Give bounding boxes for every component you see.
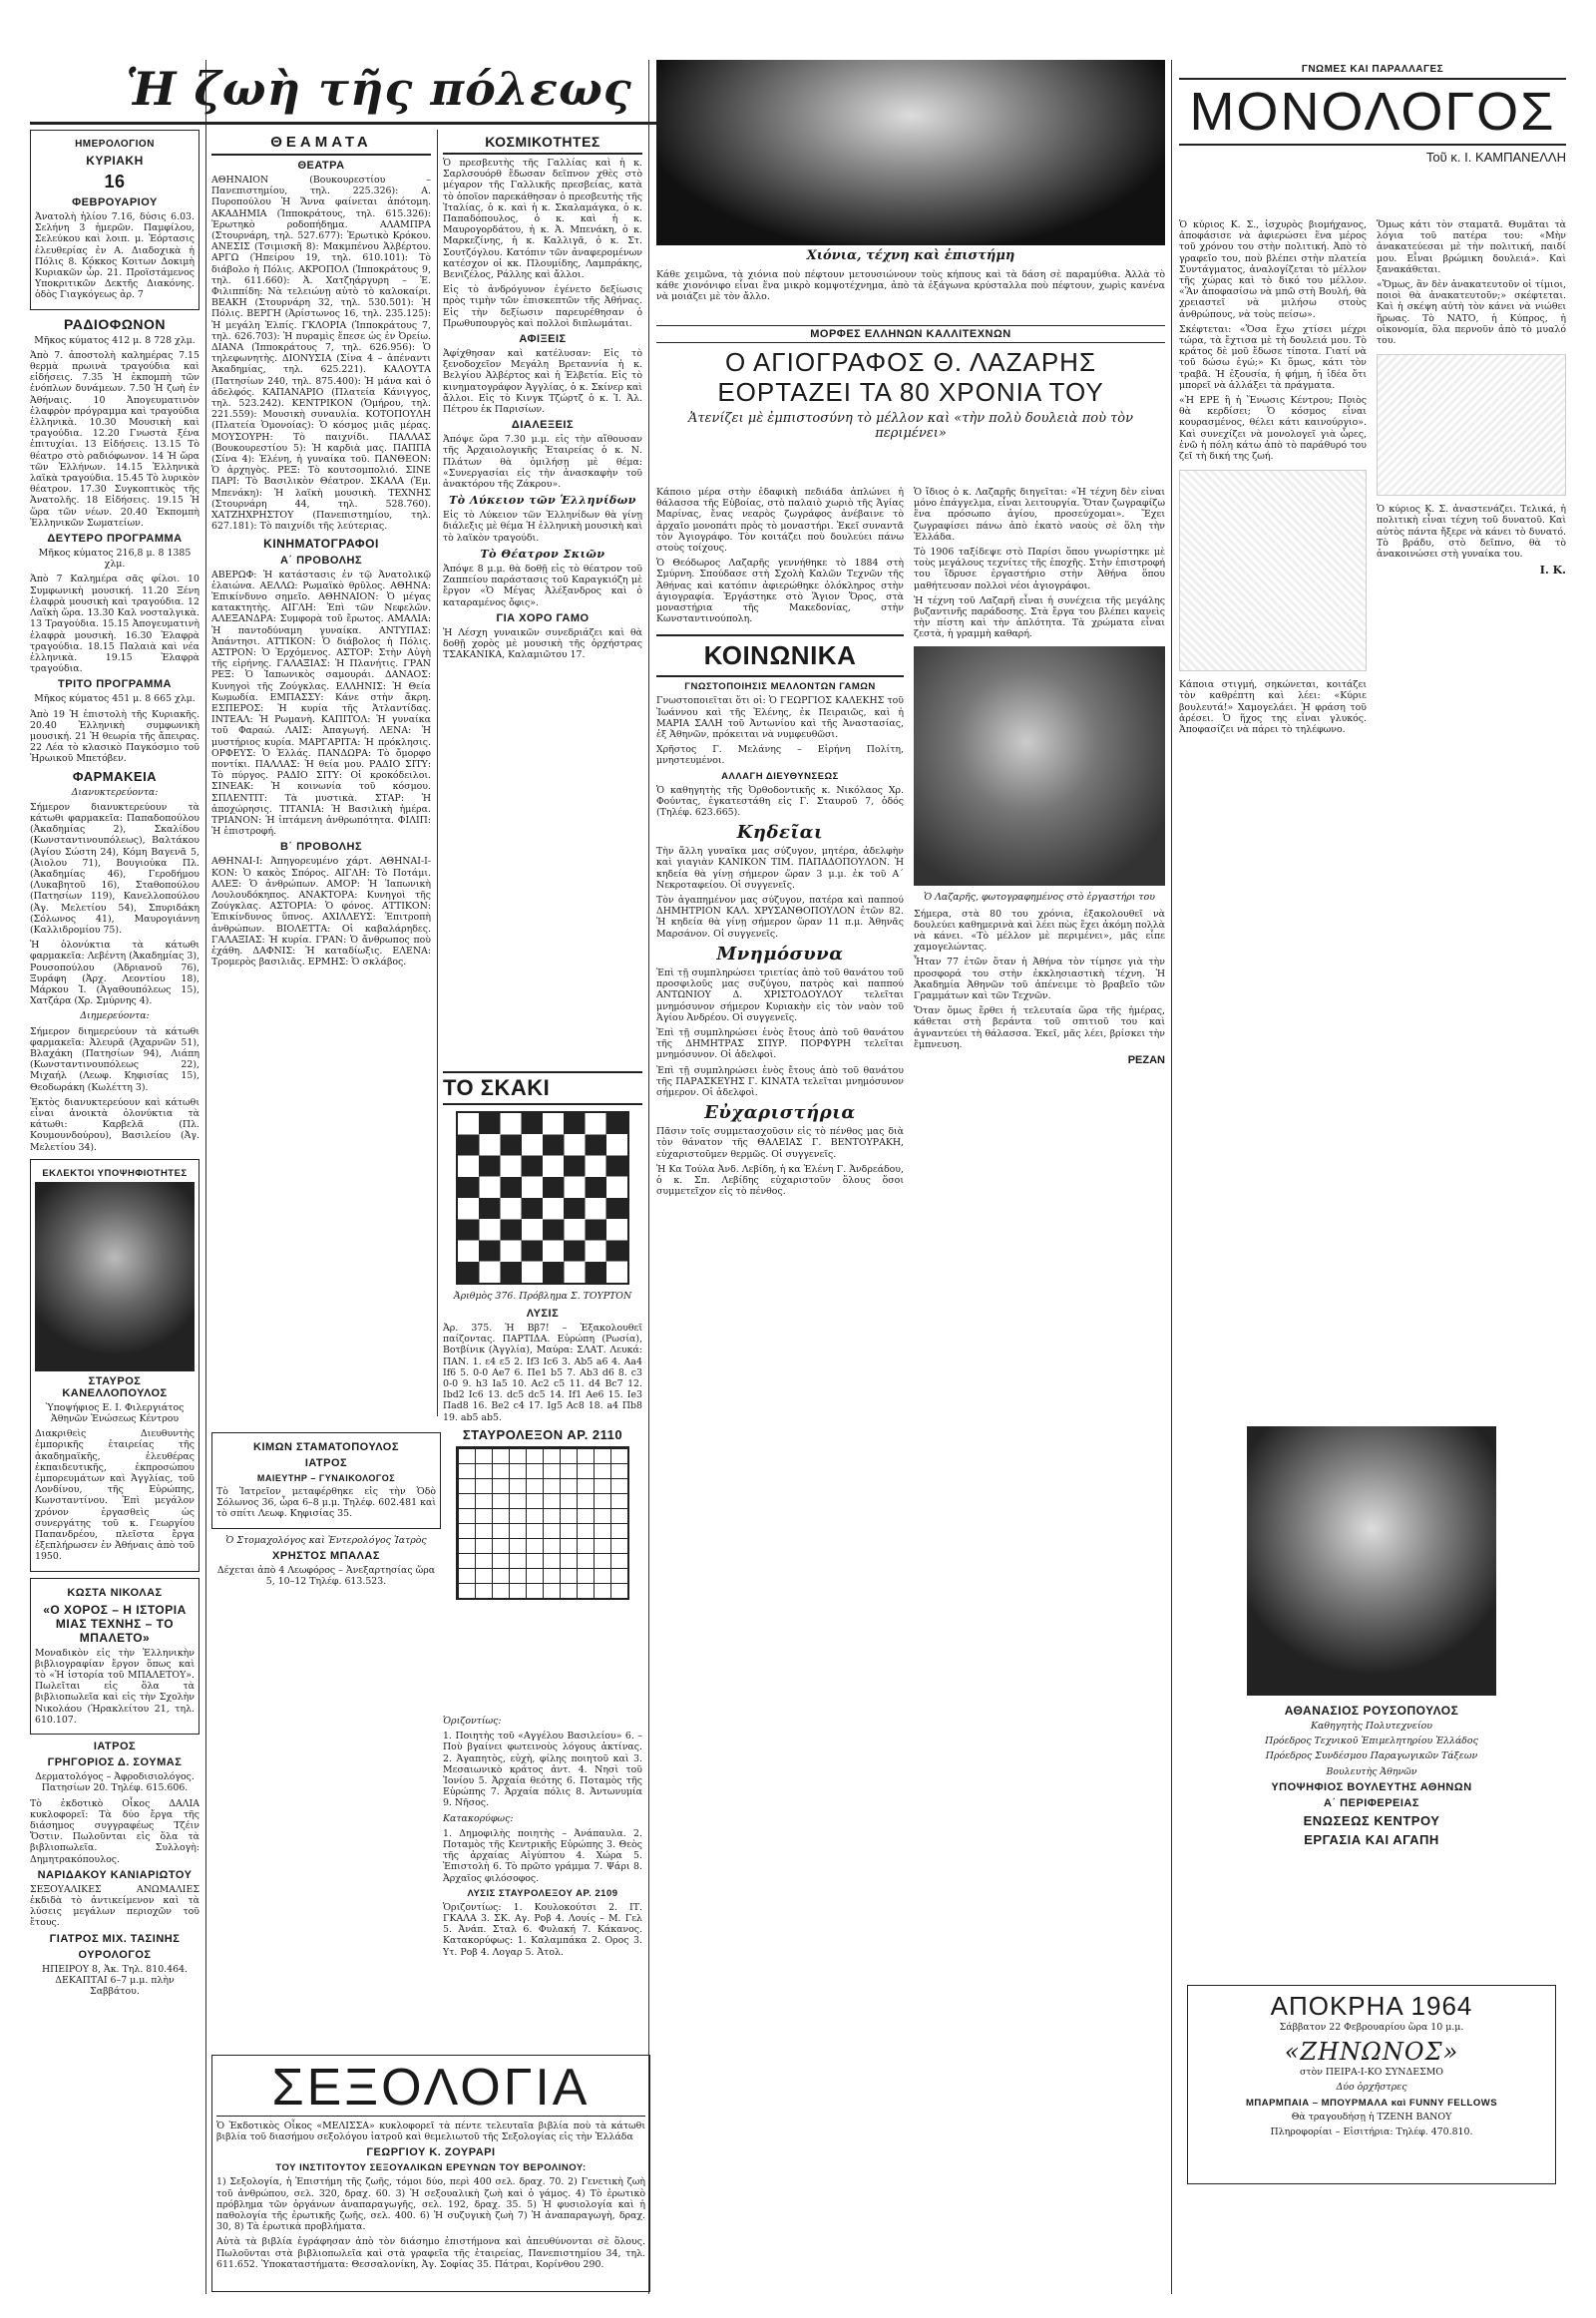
apokria-venue: στὸν ΠΕΙΡΑ-Ι-ΚΟ ΣΥΝΔΕΣΜΟ [1300,2067,1443,2079]
candidate-name: ΣΤΑΥΡΟΣ ΚΑΝΕΛΛΟΠΟΥΛΟΣ [62,1374,168,1399]
social-p5: Τὸν ἀγαπημένον μας σύζυγον, πατέρα καὶ παππού ΔΗΜΗΤΡΙΟΝ ΚΑΛ. ΧΡΥΣΑΝΘΟΠΟΥΛΟΝ ἐτῶν 82. Ἡ κηδεία θὰ γίνῃ σήμερον ὥραν 11 π.μ. Ἀθηνᾶς Μαρσάνον. Οἱ συγγενεῖς. [656,895,904,940]
social-p6: Ἐπὶ τῇ συμπληρώσει τριετίας ἀπὸ τοῦ θανάτου τοῦ προσφιλοῦς μας συζύγου, πατρὸς καὶ παππού ΑΝΤΩΝΙΟΥ Δ. ΧΡΙΣΤΟΔΟΥΛΟΥ τελεῖται μνημόσυνον σήμερον Κυριακὴν εἰς τὸν ναὸν τοῦ Ἁγίου Ἀνδρέου. Οἱ συγγενεῖς. [656,966,904,1023]
apokria-box [1187,1985,1556,2184]
calendar-month: ΦΕΒΡΟΥΑΡΙΟΥ [72,196,158,208]
col-games [443,1067,642,1706]
col-society [443,130,642,1207]
sexology-box [211,2055,650,2292]
candidate2-box [1187,1426,1556,1955]
apokria-title: ΑΠΟΚΡΗΑ 1964 [1270,1991,1473,2021]
theaters-title: ΘΕΑΜΑΤΑ [211,134,431,156]
divider-2 [437,130,438,1416]
monologue-p6: «Ὅμως, ἂν δὲν ἀνακατευτοῦν οἱ τίμιοι, ποιοὶ θὰ ἀνακατευτοῦν;» σκέφτεται. Καὶ ἡ σκέψη αὐτὴ τὸν κάνει νὰ νιώθει ἥρωας. Τὸ ΝΑΤΟ, ἡ Κύπρος, ἡ οἰκονομία, ὅλα περνοῦν ἀπὸ τὸ μυαλό του. [1377,279,1566,347]
social-p10: Ἡ Κα Τούλα Ἀνδ. Λεβίδη, ἡ κα Ἑλένη Γ. Ἀνδρεάδου, ὁ κ. Σπ. Λεβίδης εὐχαριστοῦν ὅλους ὅσοι συμμετεῖχον εἰς τὸ πένθος. [656,1163,904,1198]
lazaris-sub: Ἀτενίζει μὲ ἐμπιστοσύνη τὸ μέλλον καὶ «τὴν πολὺ δουλειὰ ποὺ τὸν περιμένει» [687,411,1134,441]
masthead-title: Ἡ ζωὴ τῆς πόλεως [126,62,632,116]
lazaris-p8: Ὅταν ὅμως ἔρθει ἡ τελευταία ὥρα τῆς ἡμέρας, κάθεται στὴ βεράντα τοῦ σπιτιοῦ του καὶ ἀγναντεύει τὴ θάλασσα. Ἐκεῖ, μᾶς λέει, βρίσκει τὴν ἔμπνευση. [914,1005,1165,1050]
radio-sub1: Μῆκος κύματος 412 μ. 8 728 χλμ. [34,334,196,346]
lectures-title: ΔΙΑΛΕΞΕΙΣ [511,419,575,432]
chess-p1: Ἀρ. 375. Ἡ Ββ7! – Ἐξακολουθεῖ παίζοντας. ΠΑΡΤΙΔΑ. Εὐρώπη (Ρωσία), Βοτβίνικ (Ἀγγλία), Μαύρα: ΣΛΑΤ. Λευκά: ΠΑΝ. 1. ε4 ε5 2. Ιf3 Ιc6 3. Αb5 a6 4. Αa4 Ιf6 5. 0-0 Αe7 6. Πe1 b5 7. Αb3 d6 8. c3 0-0 9. h3 Ιa5 10. Αc2 c5 11. d4 Βc7 12. Ιbd2 Ιc6 13. dc5 dc5 14. Ιf1 Αe6 15. Ιe3 Πad8 16. Βe2 c4 17. Ιg5 Αc8 18. a4 Πb8 19. ab5 ab5. [443,1323,642,1423]
chess-sol: ΛΥΣΙΣ [526,1308,560,1320]
crossword-sol-title: ΛΥΣΙΣ ΣΤΑΥΡΟΛΕΞΟΥ ΑΡ. 2109 [467,1887,618,1899]
ad-doctor-body: Δερματολόγος – Ἀφροδισιολόγος. Πατησίων 20. Τηλέφ. 615.606. [35,1771,195,1794]
radio-title: ΡΑΔΙΟΦΩΝΟΝ [63,315,167,332]
arrivals-title: ΑΦΙΞΕΙΣ [519,333,567,346]
monologue-p2: Σκέφτεται: «Ὅσα ἔχω χτίσει μέχρι τώρα, τὰ ἔχτισα μὲ τὴ δουλειά μου. Τὸ κράτος δὲ μοῦ ἔδωσε τίποτα. Γιατί νὰ τοῦ δώσω ἐγώ;» Κι ὅμως, κάτι τὸν τραβᾶ. Ἡ ἐξουσία, ἡ φήμη, ἡ ἰδέα ὅτι μπορεῖ νὰ ἀλλάξει τὰ πράγματα. [1179,323,1367,391]
society-p4: Ἀπόψε ὥρα 7.30 μ.μ. εἰς τὴν αἴθουσαν τῆς Ἀρχαιολογικῆς Ἑταιρείας ὁ κ. Ν. Πλάτων θὰ ὁμιλήσῃ μὲ θέμα: «Συνεργασίαι εἰς τὴν ἀνασκαφὴν τοῦ ἀνακτόρου τῆς Ζάκρου». [443,434,642,491]
social-engage: ΓΝΩΣΤΟΠΟΙΗΣΙΣ ΜΕΛΛΟΝΤΩΝ ΓΑΜΩΝ [684,681,876,693]
pharmacies-p1: Σήμερον διανυκτερεύουν τὰ κάτωθι φαρμακεῖα: Παπαδοπούλου (Ἀκαδημίας 2), Σκαλίδου (Κωνσταντινουπόλεως), Βαλτάκου (Ἀγίου Σώστη 24), Κόμη Βαγενᾶ 5, (Ἀιολου 71), Βουγιούκα Πλ. (Ἀκαδημίας 46), Γεροδήμου (Λυκαβητοῦ 16), Σταθοπούλου (Πατησίων 119), Κανελλοπούλου (Ἀγ. Μελετίου 54), Σπυριδάκη (Σόλωνος 41), Μαυρογιάννη (Καλλιδρομίου 75). [30,801,200,936]
christos-body: Δέχεται ἀπὸ 4 Λεωφόρος – Ἀνεξαρτησίας ὥρα 5, 10–12 Τηλέφ. 613.523. [216,1564,436,1588]
col-theaters [211,130,431,1406]
theaters-sub: ΘΕΑΤΡΑ [297,160,345,172]
cinemas-ptitle: Α΄ ΠΡΟΒΟΛΗΣ [279,554,363,567]
candidate-role: Ὑποψήφιος Ε. Ι. Φιλεργιάτος Ἀθηνῶν Ἐνώσεως Κέντρου [45,1401,185,1425]
candidate2-role2: Πρόεδρος Τεχνικοῦ Ἐπιμελητηρίου Ἑλλάδος [1265,1736,1478,1747]
lazaris-title: Ο ΑΓΙΟΓΡΑΦΟΣ Θ. ΛΑΖΑΡΗΣ ΕΟΡΤΑΖΕΙ ΤΑ 80 ΧΡΟΝΙΑ ΤΟΥ [717,347,1104,407]
monologue-signature: Ι. Κ. [1539,564,1566,578]
pharmacies-sub: Διανυκτερεύοντα: [71,786,159,798]
lazaris-p2: Ὁ Θεόδωρος Λαζαρῆς γεννήθηκε τὸ 1884 στὴ Σμύρνη. Σπούδασε στὴ Σχολὴ Καλῶν Τεχνῶν τῆς Ἀθήνας καὶ κατόπιν ἀφιερώθηκε ὁλόκληρος στὴν ἁγιογραφία. Ἐργάστηκε στὸ Ἅγιον Ὄρος, στὰ μοναστήρια τῆς Μακεδονίας, στὴν Κωνσταντινούπολη. [656,558,904,625]
ad-kosta-title: ΚΩΣΤΑ ΝΙΚΟΛΑΣ [67,1586,163,1599]
society-title: ΚΟΣΜΙΚΟΤΗΤΕΣ [443,134,642,155]
monologue-p7: Ὁ κύριος Κ. Σ. ἀναστενάζει. Τελικά, ἡ πολιτικὴ εἶναι τέχνη τοῦ δυνατοῦ. Καὶ αὐτὸς πάντα ἤξερε νὰ κάνει τὸ δυνατό. Τὸ βράδυ, στὸ δεῖπνο, θὰ τὸ ἀνακοινώσει στὴ γυναίκα του. [1377,504,1566,561]
dance-title: ΓΙΑ ΧΟΡΟ ΓΑΜΟ [496,611,590,624]
snow-photo [656,60,1165,245]
col-lazaris-head [656,321,1165,481]
divider-1 [205,60,206,2294]
sexology-inst: ΤΟΥ ΙΝΣΤΙΤΟΥΤΟΥ ΣΕΞΟΥΑΛΙΚΩΝ ΕΡΕΥΝΩΝ ΤΟΥ ΒΕΡΟΛΙΝΟΥ: [275,2162,587,2174]
candidate2-role4: Βουλευτὴς Ἀθηνῶν [1326,1765,1417,1777]
sexology-p2: Αὐτὰ τὰ βιβλία ἐγράφησαν ἀπὸ τὸν διάσημο ἐπιστήμονα καὶ ἀπευθύνονται σὲ ὅλους. Πωλοῦνται στὰ βιβλιοπωλεῖα καὶ στὰ γραφεῖα τῆς ἑταιρείας, Πανεπιστημίου 34, τηλ. 611.652. Ὑποκαταστήματα: Θεσσαλονίκη, Ἀγ. Σοφίας 35. Πάτραι, Κορίνθου 290. [216,2236,645,2270]
chess-caption: Ἀριθμὸς 376. Πρόβλημα Σ. ΤΟΥΡΤΟΝ [453,1291,632,1302]
crossword-v: 1. Δημοφιλὴς ποιητὴς – Ἀνάπαυλα. 2. Ποταμὸς τῆς Κεντρικῆς Εὐρώπης 3. Θεὸς τῆς ἀρχαίας Αἰγύπτου 4. Χώρα 5. Ἐπιστολὴ 6. Τὸ πρῶτο γράμμα 7. Ψάρι 8. Ἀρχαῖος φιλόσοφος. [443,1827,642,1884]
calendar-day: ΚΥΡΙΑΚΗ [86,154,144,168]
monologue-kicker: ΓΝΩΜΕΣ ΚΑΙ ΠΑΡΑΛΛΑΓΕΣ [1301,64,1444,75]
ad-doctor-p2: Τὸ ἐκδοτικὸ Οἶκος ΔΑΛΙΑ κυκλοφορεῖ: Τὰ δύο ἔργα τῆς διάσημος συγγραφέως Τζέιν Ὄστιν. Πωλοῦνται εἰς ὅλα τὰ βιβλιοπωλεῖα. Συλλογὴ: Δημητρακόπουλος. [30,1797,200,1865]
monologue-illustration [1179,470,1367,671]
apokria-singer: Θὰ τραγουδήσῃ ἡ ΤΖΕΝΗ ΒΑΝΟΥ [1291,2111,1452,2123]
ad-kosta-body: Μοναδικὸν εἰς τὴν Ἑλληνικὴν βιβλιογραφίαν ἔργον ὅπως καὶ τὸ «Ἡ ἱστορία τοῦ ΜΠΑΛΕΤΟΥ». Πωλεῖται εἰς ὅλα τὰ βιβλιοπωλεῖα καὶ εἰς τὴν Σχολὴν Νικολάου (Ἡρακλείτου 21, τηλ. 610.107. [35,1647,195,1726]
cinemas-ptitle2: Β΄ ΠΡΟΒΟΛΗΣ [279,841,363,854]
col-monologue-right [1377,219,1566,1406]
masthead [30,60,728,125]
crossword-title: ΣΤΑΥΡΟΛΕΞΟΝ ΑΡ. 2110 [462,1426,623,1442]
col-monologue-head [1179,60,1566,219]
social-p4: Τὴν ἄλλη γυναῖκα μας σύζυγον, μητέρα, ἀδελφὴν καὶ γιαγιὰν ΚΑΝΙΚΟΝ ΤΙΜ. ΠΑΠΑΔΟΠΟΥΛΟΝ. Ἡ κηδεία θὰ γίνῃ σήμερον ὥραν 3 μ.μ. ἐκ τοῦ Α΄ Νεκροταφείου. Οἱ συγγενεῖς. [656,846,904,891]
divider-3 [648,60,649,2294]
candidate2-role5: ΥΠΟΨΗΦΙΟΣ ΒΟΥΛΕΥΤΗΣ ΑΘΗΝΩΝ [1271,1780,1472,1793]
kimon-role: ΙΑΤΡΟΣ [304,1457,348,1469]
snow-caption: Χιόνια, τέχνη καὶ ἐπιστήμη [806,248,1015,263]
lazaris-p3: Ὁ ἴδιος ὁ κ. Λαζαρῆς διηγεῖται: «Ἡ τέχνη δὲν εἶναι μόνο ἐπάγγελμα, εἶναι λειτουργία. Ὅταν ζωγραφίζω ἕνα πρόσωπο ἁγίου, προσεύχομαι». Ἔχει ζωγραφίσει πάνω ἀπὸ ἑκατὸ ναοὺς σὲ ὅλη τὴν Ἑλλάδα. [914,487,1165,543]
radio-p1: Ἀπὸ 7. ἀποστολὴ καλημέρας 7.15 θερμὰ πρωινὰ τραγούδια καὶ εἰδήσεις. 7.35 Ἡ ἐκπομπὴ τῶν ἐνόπλων δυνάμεων. 7.50 Ἡ ζωὴ ἐν Ἀθήναις. 10 Ἀπογευματινὸν ἐλαφρὸν πρόγραμμα καὶ τραγούδια ἑλληνικὰ. 10.30 Μουσικὴ καὶ τραγούδια. 12.20 Γνωστὰ ξένα ἐπιτυχίαι. 13 Εἰδήσεις. 13.15 Τὸ θέατρο στὸ ραδιόφωνον. 14 Ἡ ὥρα τῶν Ἑλλήνων. 14.15 Ἐλληνικὰ λαϊκὰ τραγούδια. 15.45 Τὸ λυρικὸν θέατρον. 17.30 Συγκοπτικὸς τῆς Ἀνατολῆς. 18 Εἰδήσεις. 19.15 Ἡ ὥρα τῶν νέων. 20.40 Ἐκπομπὴ Ἐλληνικῶν Σωματείων. [30,349,200,529]
lazaris-p6: Σήμερα, στὰ 80 του χρόνια, ἐξακολουθεῖ νὰ δουλεύει καθημερινὰ καὶ λέει πὼς ἔχει ἀκόμη πολλὰ νὰ κάνει. «Τὸ μέλλον μὲ περιμένει», μᾶς εἶπε χαμογελώντας. [914,908,1165,954]
social-address: ΑΛΛΑΓΗ ΔΙΕΥΘΥΝΣΕΩΣ [721,770,839,782]
kimon-box [211,1432,441,1529]
crossword-sol: Ὁριζοντίως: 1. Κουλοκούτσι 2. ΙΤ. ΓΚΑΛΑ 3. ΣΚ. Αγ. Ροβ 4. Λουίς – Μ. Γελ 5. Ἀνάπ. Σταλ 6. Φυλακή 7. Κάκανος. Κατακορύφως: 1. Καλαμπάκα 2. Ορος 3. Υτ. Ροβ 4. Λογαρ 5. Ἀτολ. [443,1901,642,1958]
candidate-title: ΕΚΛΕΚΤΟΙ ΥΠΟΨΗΦΙΟΤΗΤΕΣ [42,1167,188,1179]
monologue-illustration2 [1377,354,1566,496]
radio-sub2: Μῆκος κύματος 216,8 μ. 8 1385 χλμ. [38,548,192,571]
col-monologue-left [1179,219,1367,1406]
cinemas-p2: ΑΒΕΡΩΦ: Ἡ κατάστασις ἐν τῷ Ἀνατολικῷ ἐλαιώνα. ΑΕΛΛΩ: Ρωμαϊκὸ θρῦλος. ΑΘΗΝΑ: Ἐπικίνδυνο σημεῖο. ΑΘΗΝΑΙΟΝ: Ὁ μέγας κατακτητὴς. ΑΙΓΛΗ: Ἐπὶ τῶν Νεφελῶν. ΑΛΕΞΑΝΔΡΑ: Συμφορὰ τοῦ ἔρωτος. ΑΜΑΛΙΑ: Ἡ παντοδύναμη γυναίκα. ΑΝΤΥΠΑΣ: Ἀπάντησι. ΑΤΤΙΚΟΝ: Ὁ διάβολος ἡ Πόλις. ΑΣΤΡΟΝ: Ὁ Ἐρχόμενος. ΑΣΤΟΡ: Στὴν Αὐγὴ τῆς εἰρήνης. ΓΑΛΑΞΙΑΣ: Ἡ Πλανήτις. ΓΡΑΝ ΡΕΞ: Ὁ Ἰαπωνικὸς σαμουράι. ΔΑΝΑΟΣ: Κυνηγοὶ τῆς Ζούγκλας. ΕΛΛΗΝΙΣ: Ἡ Θεία Κωμωδία. ΕΜΠΑΣΣΥ: Κάνε στὴν ἄκρη. ΕΣΠΕΡΟΣ: Ἡ κυρία τῆς Ἀτλαντίδας. ΙΝΤΕΑΛ: Ἡ Ρωμανὴ. ΚΑΠΙΤΟΛ: Ἡ γυναίκα τοῦ Φαραώ. ΛΑΙΣ: Ἀπαγωγή. ΛΕΝΑ: Ἡ μυστήριος κυρία. ΜΑΡΓΑΡΙΤΑ: Ἡ πρόκλησις. ΟΡΦΕΥΣ: Ὁ Ἑλλάς. ΠΑΝΔΩΡΑ: Τὸ ὄμορφο ποντίκι. ΠΑΛΛΑΣ: Ἡ θεία μου. ΡΑΔΙΟ ΣΙΤΥ: Τὸ πύργος. ΡΑΔΙΟ ΣΙΤΥ: Οἱ κροκόδειλοι. ΣΙΝΕΑΚ: Ἡ κοινωνία τοῦ κόσμου. ΣΠΛΕΝΤΙΤ: Τὰ μυστικὰ. ΣΤΑΡ: Ἡ ἀποχώρησις. ΤΙΤΑΝΙΑ: Ἡ Βασιλικὴ ἡμέρα. ΤΡΙΑΝΟΝ: Ἡ ἰπτάμενη ἀνθρωπότητα. ΦΙΛΙΠ: Ἡ ἐπιστροφή. [211,569,431,838]
lyceum-title: Τὸ Λύκειον τῶν Ἑλληνίδων [449,494,636,508]
ad-kosta-lines: «Ο ΧΟΡΟΣ – Η ΙΣΤΟΡΙΑ ΜΙΑΣ ΤΕΧΝΗΣ – ΤΟ ΜΠΑΛΕΤΟ» [43,1602,187,1645]
calendar-date: 16 [104,172,126,192]
radio-sub2-title: ΔΕΥΤΕΡΟ ΠΡΟΓΡΑΜΜΑ [47,533,183,546]
apokria-info: Πληροφορίαι – Εἰσιτήρια: Τηλέφ. 470.810. [1270,2125,1473,2137]
ad-kosta [30,1578,200,1735]
calendar-box [30,130,200,310]
candidate2-role1: Καθηγητὴς Πολυτεχνείου [1311,1721,1432,1732]
monologue-p4: Κάποια στιγμή, σηκώνεται, κοιτάζει τὸν καθρέπτη καὶ λέει: «Κύριε βουλευτά!» Χαμογελάει. Ἡ φράση τοῦ ἀρέσει. Ὁ ἥχος της εἶναι γλυκός. Ἀποφασίζει νὰ πάρει τὸ τηλέφωνο. [1179,679,1367,736]
social-p9: Πᾶσιν τοῖς συμμετασχοῦσιν εἰς τὸ πένθος μας διὰ τὸν θάνατον τῆς ΘΑΛΕΙΑΣ Γ. ΒΕΝΤΟΥΡΑΚΗ, εὐχαριστοῦμεν θερμῶς. Οἱ συγγενεῖς. [656,1126,904,1160]
crossword-hdr2: Κατακορύφως: [443,1812,514,1824]
candidate2-name: ΑΘΑΝΑΣΙΟΣ ΡΟΥΣΟΠΟΥΛΟΣ [1284,1704,1459,1718]
monologue-author: Τοῦ κ. Ι. ΚΑΜΠΑΝΕΛΛΗ [1425,150,1566,165]
col-doctor-ads [211,1426,441,1656]
social-p1: Γνωστοποιεῖται ὅτι οἱ: Ὁ ΓΕΩΡΓΙΟΣ ΚΑΛΕΚΗΣ τοῦ Ἰωάννου καὶ τῆς Ἑλένης, ἐκ Πειραιῶς, καὶ ἡ ΜΑΡΙΑ ΣΑΛΗ τοῦ Ἀντωνίου καὶ τῆς Ἀναστασίας, ἐξ Ἀθηνῶν, πρόκειται νὰ νυμφευθῶσι. [656,695,904,741]
monologue-p3: «Ἡ ΕΡΕ ἢ ἡ Ἕνωσις Κέντρου; Ποιὸς θὰ κερδίσει; Ὁ κόσμος εἶναι κουρασμένος, θέλει κάτι καινούργιο». Καὶ συνεχίζει νὰ μονολογεῖ γιὰ ὧρες, ἐνῶ ἡ πόλη κάτω ἀπὸ τὸ παράθυρό του ζεῖ τὴ δική της ζωή. [1179,395,1367,463]
society-p6: Ἀπόψε 8 μ.μ. θὰ δοθῇ εἰς τὸ θέατρον τοῦ Ζαππείου παράστασις τοῦ Καραγκιόζη μὲ ἔργον «Ὁ Μέγας Ἀλέξανδρος καὶ ὁ καταραμένος ὄφις». [443,563,642,608]
lazaris-photo [914,646,1165,886]
pharmacies-title: ΦΑΡΜΑΚΕΙΑ [72,768,158,784]
sexology-p1: 1) Σεξολογία, ἡ Ἐπιστήμη τῆς ζωῆς, τόμοι δύο, περὶ 400 σελ. δραχ. 70. 2) Γενετικὴ ζωὴ τοῦ ἀνθρώπου, σελ. 320, δραχ. 60. 3) Ἡ σεξουαλικὴ ζωὴ καὶ ὁ γάμος. 4) Τὸ ἐρωτικὸ πρόβλημα τῶν ὀργάνων ἀναπαραγωγῆς, σελ. 192, δραχ. 35. 5) Ἡ φυσιολογία καὶ ἡ παθολογία τῆς ἐρωτικῆς ζωῆς, σελ. 400. 6) Ἡ συζυγικὴ ζωὴ 7) Ἡ ἀναπαραγωγὴ, δραχ. 30, 8) Τὰ ἐρωτικὰ προβλήματα. [216,2176,645,2233]
social-p3: Ὁ καθηγητὴς τῆς Ὀρθοδοντικῆς κ. Νικόλαος Χρ. Φούντας, ἐγκατεστάθη εἰς Γ. Σταυροῦ 7, ὁδός (Τηλέφ. 623.665). [656,784,904,819]
social-funerals: Κηδεῖαι [736,822,824,844]
sexology-title: ΣΕΞΟΛΟΓΙΑ [216,2060,645,2117]
apokria-date: Σάββατον 22 Φεβρουαρίου ὥρα 10 μ.μ. [1279,2022,1464,2033]
lazaris-p7: Ἦταν 77 ἐτῶν ὅταν ἡ Ἀθήνα τὸν τίμησε γιὰ τὴν προσφορά του στὴν ἐκκλησιαστικὴ τέχνη. Ἡ Ἀκαδημία Ἀθηνῶν τοῦ ἀπένειμε τὸ βραβεῖο τῶν Γραμμάτων καὶ τῶν Τεχνῶν. [914,957,1165,1002]
pharmacies-p2: Ἡ ὁλονύκτια τὰ κάτωθι φαρμακεῖα: Λεβέντη (Ἀκαδημίας 3), Ρουσοπούλου (Ἀδριανοῦ 76), Ξυράφη (Ἀρχ. Λεοντίου 18), Μάρκου Ἰ. (Ἀγαθουπόλεως 15), Χατζάρα (Χρ. Σμύρνης 4). [30,940,200,1007]
col-lazaris-left [656,487,904,1863]
lazaris-kicker: ΜΟΡΦΕΣ ΕΛΛΗΝΩΝ ΚΑΛΛΙΤΕΧΝΩΝ [656,325,1165,343]
society-p5: Εἰς τὸ Λύκειον τῶν Ἑλληνίδων θὰ γίνῃ διάλεξις μὲ θέμα Ἡ ἑλληνικὴ μουσικὴ καὶ τὸ λαϊκὸν τραγούδι. [443,510,642,544]
sexology-author: ΓΕΩΡΓΙΟΥ Κ. ΖΟΥΡΑΡΙ [366,2146,496,2159]
sexology-intro: Ὁ Ἐκδοτικὸς Οἶκος «ΜΕΛΙΣΣΑ» κυκλοφορεῖ τὰ πέντε τελευταῖα βιβλία ποὺ τὰ κάτωθι βιβλία τοῦ διασήμου σεξολόγου ἰατροῦ καὶ θεμελιωτοῦ τῆς Σεξολογίας εἰς τὴν Ἑλλάδα [216,2121,645,2143]
society-p2: Εἰς τὸ ἀνδρόγυνον ἐγένετο δεξίωσις πρὸς τιμὴν τῶν ἐπισκεπτῶν τῆς Ἀθήνας. Εἰς τὴν δεξίωσιν παρευρέθησαν ὁ Πρωθυπουργὸς καὶ πολλοὶ διπλωμάται. [443,284,642,329]
ad-doctor-title2: ΝΑΡΙΔΑΚΟΥ ΚΑΝΙΑΡΙΩΤΟΥ [37,1868,193,1881]
candidate-photo [35,1182,195,1371]
lazaris-p4: Τὸ 1906 ταξίδεψε στὸ Παρίσι ὅπου γνωρίστηκε μὲ τοὺς μεγάλους τεχνίτες τῆς ἐποχῆς. Στὴν ἐπιστροφή του ἵδρυσε ἐργαστήριο στὴν Ἀθήνα ὅπου μαθήτευσαν πολλοὶ νέοι ἁγιογράφοι. [914,547,1165,591]
social-memorial: Μνημόσυνα [716,943,844,965]
lazaris-p5: Ἡ τέχνη τοῦ Λαζαρῆ εἶναι ἡ συνέχεια τῆς μεγάλης βυζαντινῆς παράδοσης. Στὰ ἔργα του βλέπει κανεὶς τὴν πίστη καὶ τὴν ἁπλότητα. Τὰ χρώματα εἶναι ζεστὰ, ἡ γραμμὴ καθαρή. [914,594,1165,640]
col-lazaris-right [914,487,1165,2262]
kimon-spec: ΜΑΙΕΥΤΗΡ – ΓΥΝΑΙΚΟΛΟΓΟΣ [256,1473,396,1483]
kimon-name: ΚΙΜΩΝ ΣΤΑΜΑΤΟΠΟΥΛΟΣ [253,1441,399,1453]
candidate2-role3: Πρόεδρος Συνδέσμου Παραγωγικῶν Τάξεων [1265,1750,1478,1762]
snow-p: Κάθε χειμῶνα, τὰ χιόνια ποὺ πέφτουν μετουσιώνουν τοὺς κήπους καὶ τὰ δάση σὲ παραμύθια. Ἀλλὰ τὸ κάθε χιονόνιφο εἶναι ἕνα μικρὸ κομψοτέχνημα, ἀπὸ τὰ ἑξάγωνα κρύσταλλα ποὺ πέφτουν, χωρὶς κανένα νὰ μοιάζει μὲ τὸν ἄλλο. [656,269,1165,303]
apokria-org: «ΖΗΝΩΝΟΣ» [1284,2038,1459,2067]
ad-doctor2-title: ΓΙΑΤΡΟΣ ΜΙΧ. ΤΑΣΙΝΗΣ [49,1932,181,1945]
pharmacies-sub2: Διημερεύοντα: [80,1010,150,1022]
apokria-bands2: ΜΠΑΡΜΠΑΙΑ – ΜΠΟΥΡΜΑΛΑ καὶ FUNNY FELLOWS [1245,2097,1498,2109]
social-p8: Ἐπὶ τῇ συμπληρώσει ἑνὸς ἔτους ἀπὸ τοῦ θανάτου τῆς ΠΑΡΑΣΚΕΥΗΣ Γ. ΚΙΝΑΤΑ τελεῖται μνημόσυνον σήμερον. Οἱ ἀδελφοὶ. [656,1064,904,1098]
cinemas-p3: ΑΘΗΝΑΙ-Ι: Ἀπηγορευμένο χάρτ. ΑΘΗΝΑΙ-Ι-ΚΟΝ: Ὁ κακὸς Σπόρος. ΑΙΓΛΗ: Τὸ Ποτάμι. ΑΛΕΞ: Ὁ ἀνθρώπων. ΑΜΟΡ: Ἡ Ἰαπωνικὴ Λουλουδόκηπος. ΑΝΑΚΤΟΡΑ: Κυνηγοὶ τῆς Ζούγκλας. ΑΣΤΟΡΙΑ: Ὁ φόνος. ΑΤΤΙΚΟΝ: Ἐπικίνδυνος ὕπνος. ΑΧΙΛΛΕΥΣ: Ἐπιτροπὴ ἀνθρώπων. ΒΙΟΛΕΤΤΑ: Οἱ καβαλάρηδες. ΓΑΛΑΞΙΑΣ: Ἡ κυρία. ΓΡΑΝ: Ὁ ἄνθρωπος ποὺ ἐχάθη. ΔΑΦΝΙΣ: Ἡ καταδίωξις. ΕΛΕΝΑ: Τρομερὸς βασιλιᾶς. ΕΡΜΗΣ: Ὁ σκλάβος. [211,856,431,968]
candidate2-photo [1247,1426,1496,1696]
chess-title: ΤΟ ΣΚΑΚΙ [443,1071,642,1105]
ad-doctor-body2: ΣΕΞΟΥΑΛΙΚΕΣ ΑΝΩΜΑΛΙΕΣ ἐκδιδὰ τὸ ἀντικείμενον καὶ τὰ λύσεις μεγάλων περιοχῶν τοῦ ἔτους. [30,1883,200,1929]
chess-board [456,1111,629,1285]
christos-text: Ὁ Στομαχολόγος καὶ Ἐντερολόγος Ἰατρὸς [225,1534,427,1546]
society-p7: Ἡ Λέσχη γυναικῶν συνεδριάζει καὶ θὰ δοθῇ χορὸς μὲ μουσικὴ τῆς ὀρχήστρας ΤΣΑΚΑΝΙΚΑ, Καλαμιῶτου 17. [443,626,642,661]
pharmacies-p3: Σήμερον διημερεύουν τὰ κάτωθι φαρμακεῖα: Ἀλευρᾶ (Ἀχαρνῶν 51), Βλαχάκη (Πατησίων 94), Λιάπη (Κωνσταντινουπόλεως 22), Μιχαήλ (Λεωφ. Κηφισίας 15), Θεοδωράκη (Κωλέττη 3). [30,1025,200,1093]
calendar-body: Ἀνατολὴ ἡλίου 7.16, δύσις 6.03. Σελήνη 3 ἡμερῶν. Παμφίλου, Σελεύκου καὶ λοιπ. μ. Ἑόρτασις ἐλευθερίας ἐν Α. Διαδοχικὰ ἡ Πόλις 8. Κόκκος Κοιτων Δοκιμὴ Κυριακῶν ὦρ. 21. Προϊστάμενος Υποκριτικῶν Δεκτῆς Διακόνης. ὁδὸς Γιαγκόγεως ἀρ. 7 [35,211,195,301]
candidate2-slogan: ΕΡΓΑΣΙΑ ΚΑΙ ΑΓΑΠΗ [1304,1831,1439,1847]
monologue-title: ΜΟΝΟΛΟΓΟΣ [1179,78,1566,146]
candidate2-role6: Α΄ ΠΕΡΙΦΕΡΕΙΑΣ [1324,1796,1419,1809]
apokria-bands: Δύο ὀρχῆστρες [1336,2082,1407,2094]
society-p3: Ἀφίχθησαν καὶ κατέλυσαν: Εἰς τὸ ξενοδοχεῖον Μεγάλη Βρεταννία ἡ κ. Βελγίου Ἀλβέρτος καὶ ἡ Ἑλβετία. Εἰς τὸ κινηματογράφον Ἀγγλίας, ὁ κ. Σκίνερ καὶ ἄλλοι. Εἰς τὸ Κινγκ Τζώρτζ ὁ κ. Ἰ. Ἀλ. Πέτρου ἐκ Παρισίων. [443,348,642,416]
radio-sub3-title: ΤΡΙΤΟ ΠΡΟΓΡΑΜΜΑ [58,678,172,691]
monologue-p5: Ὅμως κάτι τὸν σταματᾶ. Θυμᾶται τὰ λόγια τοῦ πατέρα του: «Μὴν ἀνακατεύεσαι μὲ τὴν πολιτική, παιδί μου. Εἶναι βρώμικη δουλειά». Καὶ ξανακάθεται. [1377,219,1566,275]
social-p2: Χρῆστος Γ. Μελάνης – Εἰρήνη Πολίτη, μνηστευμένοι. [656,744,904,767]
crossword-hdr1: Ὁριζοντίως: [443,1716,502,1727]
crossword-grid [456,1446,629,1600]
candidate-box [30,1159,200,1572]
social-thanks: Εὐχαριστήρια [704,1102,856,1124]
lazaris-signature: ΡΕΖΑΝ [1127,1054,1165,1067]
ad-doctor2-body: ΗΠΕΙΡΟΥ 8, Ἀκ. Τηλ. 810.464. ΔΕΚΑΠΤΑΙ 6–7 μ.μ. πλὴν Σαββάτου. [41,1963,189,1997]
crossword-h: 1. Ποιητὴς τοῦ «Αγγέλου Βασιλείου» 6. – Ποὺ βγαίνει φωτεινοὺς λόγους ἀκτίνας. 2. Ἀγαπητὸς, εὐχὴ, φίλης ποιητοῦ καὶ 3. Μεσαιωνικὸ κράτος ἀντ. 4. Νησὶ τοῦ Ἰονίου 5. Ἀρχαία θεότης 6. Ποταμὸς τῆς Εὐρώπης 7. Ἀρχαία πόλις 8. Ἀντωνυμία 9. Νῆσος. [443,1731,642,1809]
radio-p3: Ἀπὸ 19 Ἡ ἐπιστολὴ τῆς Κυριακῆς. 20.40 Ἑλληνικὴ συμφωνικὴ μουσική. 21 Ἡ θεωρία τῆς ἄπειρας. 22 Λέα τὸ κλασικὸ Παγκόσμιο τοῦ Ἡρωικοῦ Μπετόβεν. [30,708,200,765]
theaters-p1: ΑΘΗΝΑΙΟΝ (Βουκουρεστίου – Πανεπιστημίου, τηλ. 225.326): Α. Πυροπούλου Ἡ Ἄννα φαίνεται ἀπότομη. ΑΚΑΔΗΜΙΑ (Ἱπποκράτους, τηλ. 615.326): Ἐρωτηκὸ ροδοπήδημα. ΑΛΑΜΠΡΑ (Στουρνάρη, τηλ. 527.677): Ἐρωτικὸ Κρόκου. ΑΝΕΣΙΣ (Τσιμισκῆ 8): Μακμπένου Ἀλβέρτου. ΑΡΓΩ (Ἠπείρου 19, τηλ. 610.101): Τὸ διάβολο ἡ Πόλις. ΑΚΡΟΠΟΛ (Ἱπποκράτους 9, τηλ. 611.660): Ἀ. Χατζηάργυρη – Ἐ. Φιλιππίδη: Νὰ τελειώνῃ αὐτὸ τὸ καλοκαίρι. ΒΕΑΚΗ (Στουρνάρη 32, τηλ. 530.501): Ἡ Πόλις. ΒΕΡΓΗ (Ἀρίστωνος 16, τηλ. 235.125): Ἡ μεγάλη Ἐλπίς. ΓΚΛΟΡΙΑ (Ἱπποκράτους 7, τηλ. 626.703): Ἡ πυραμὶς ἔπεσε ὡς ἐν Ὀρείω. ΔΙΑΝΑ (Ἱπποκράτους 7, τηλ. 626.956): Ὁ τηλεφωνητὴς. ΔΙΟΝΥΣΙΑ (Σίνα 4 – ἀπέναντι Ἀκαδημίας, τηλ. 625.221). ΚΑΛΟΥΤΑ (Πατησίων 240, τηλ. 875.400): Ἡ μάνα καὶ ὁ ἀδελφός. ΚΑΠΑΝΑΡΙΟ (Πλατεία Κάνιγγος, τηλ. 523.242). ΚΕΝΤΡΙΚΟΝ (Ὁμήρου, τηλ. 221.559): Μουσικὴ συναυλία. ΚΟΤΟΠΟΥΛΗ (Πλατεία Ὁμονοίας): Ὁ κόσμος μιᾶς μέρας. ΜΟΥΣΟΥΡΗ: Τὸ παιχνίδι. ΠΑΛΛΑΣ (Βουκουρεστίου 5): Ἡ καρδιὰ μας. ΠΑΠΠΑ (Σίνα 4): Ἑλένη, ἡ γυναίκα τοῦ. ΠΑΝΘΕΟΝ: Ὁ ἀρχηγὸς. ΡΕΞ: Τὸ κουτσομπολιό. ΣΙΝΕ ΠΑΡΙ: Τὸ Βασιλικὸν Θέατρον. ΣΚΑΛΑ (Ἐμ. Μπενάκη): Ἡ λαϊκὴ μουσικὴ. ΤΕΧΝΗΣ (Στουρνάρη 44, τηλ. 528.760). ΧΑΤΖΗΧΡΗΣΤΟΥ (Πανεπιστημίου, τηλ. 627.181): Τὸ παιχνίδι τῆς λεύτεριας. [211,175,431,533]
calendar-header: ΗΜΕΡΟΛΟΓΙΟΝ [75,139,155,150]
divider-4 [1171,60,1172,2294]
ad-doctor-name: ΓΡΗΓΟΡΙΟΣ Δ. ΣΟΥΜΑΣ [47,1756,183,1769]
pharmacies-p4: Ἐκτὸς διανυκτερεύουν καὶ κάτωθι εἶναι ἀνοικτὰ ὁλονύκτια τὰ κάτωθι: Καρβελᾶ (Πλ. Κουμουνδούρου), Βασιλείου (Ἀγ. Μελετίου 34). [30,1096,200,1153]
ad-doctor2-sub: ΟΥΡΟΛΟΓΟΣ [78,1948,152,1961]
candidate-p1: Διακριθεὶς Διευθυντὴς ἐμπορικῆς ἑταιρείας τῆς ἀκαδημαϊκῆς, ἐλευθέρας ἐκπαιδευτικῆς, ἐκπροσώπου ἐμπορευμάτων καὶ Ἀγγλίας, τοῦ Λονδίνου, τῆς Εὐρώπης, Κωνσταντίνου. Ἐπὶ μεγάλον χρόνον ἐργασθεὶς ὡς συνεργάτης τοῦ κ. Γεωργίου Παπανδρέου, πλεῖστα ἔργα ἐξεπλήρωσεν ἐν Ἀθήναις ἀπὸ τοῦ 1950. [35,1428,195,1563]
newspaper-page [30,60,1566,2294]
lazaris-caption: Ὁ Λαζαρῆς, φωτογραφημένος στὸ ἐργαστήρι του [924,891,1155,903]
christos-name: ΧΡΗΣΤΟΣ ΜΠΑΛΑΣ [272,1549,380,1562]
col-calendar [30,60,200,2001]
society-p1: Ὁ πρεσβευτὴς τῆς Γαλλίας καὶ ἡ κ. Σαρλσουόρθ ἔδωσαν δεῖπνον χθὲς στὸ μέγαρον τῆς Γαλλικῆς πρεσβείας, κατὰ τὸ ὁποῖον παρεκάθησαν ὁ πρεσβευτὴς τῆς Ἰταλίας, ὁ κ. καὶ ἡ κ. Σκαλαμάγκα, ὁ κ. Παπαδόπουλος, ὁ κ. καὶ ἡ κ. Μαυρογορδάτου, ἡ κ. Ἀ. Μπενάκη, ὁ κ. Μαρκεζίνης, ἡ κ. Καλλιγᾶ, ὁ κ. Στ. Σουτζόγλου. Κατόπιν τῶν ἀναφερομένων κατέσχον οἱ κκ. Πλουμίδης, Λαμπράκης, Βενιζέλος, Ράλλης καὶ ἄλλοι. [443,158,642,281]
kimon-body: Τὸ Ἰατρεῖον μεταφέρθηκε εἰς τὴν Ὁδὸ Σόλωνος 36, ὧρα 6–8 μ.μ. Τηλέφ. 602.481 καὶ τὸ σπίτι Λεωφ. Κηφισίας 35. [216,1486,436,1520]
candidate2-party: ΕΝΩΣΕΩΣ ΚΕΝΤΡΟΥ [1303,1812,1440,1828]
social-p7: Ἐπὶ τῇ συμπληρώσει ἑνὸς ἔτους ἀπὸ τοῦ θανάτου τῆς ΔΗΜΗΤΡΑΣ ΣΠΥΡ. ΠΟΡΦΥΡΗ τελεῖται μνημόσυνον. Οἱ ἀδελφοὶ. [656,1026,904,1061]
ad-doctor-title: ΙΑΤΡΟΣ [93,1740,137,1753]
radio-p2: Ἀπὸ 7 Καλημέρα σᾶς φίλοι. 10 Συμφωνικὴ μουσική. 11.20 Ξένη ἐλαφρὰ μουσικὴ καὶ τραγούδια. 12 Λαϊκὴ ὥρα. 13.30 Καλ νοσταλγικὰ. 13 Τραγούδια. 15.15 Ἀπογευματινὴ ἐλαφρὰ μουσικὴ. 16.30 Ἐλαφρὰ τραγούδια. 18.15 Παλαιὰ καὶ νέα ἑλληνικὰ. 19.15 Ἐλαφρὰ τραγούδια. [30,574,200,675]
monologue-p1: Ὁ κύριος Κ. Σ., ἰσχυρὸς βιομήχανος, ἀποφάσισε νὰ ἀφιερώσει ἕνα μέρος τοῦ χρόνου του στὴν πολιτική. Ἀπὸ τὸ γραφεῖο του, ποὺ βλέπει στὴν πλατεία Συντάγματος, ἀναλογίζεται τὸ μέλλον τῆς χώρας καὶ τὸ δικό του μέλλον. «Ἂν ἀποφασίσω νὰ μπῶ στὴ Βουλή, θὰ χρειαστεῖ νὰ μιλήσω στοὺς ἀνθρώπους, νὰ τοὺς πείσω». [1179,219,1367,320]
social-title: ΚΟΙΝΩΝΙΚΑ [656,634,904,677]
cinemas-title: ΚΙΝΗΜΑΤΟΓΡΑΦΟΙ [263,536,379,551]
radio-sub3: Μῆκος κύματος 451 μ. 8 665 χλμ. [34,693,196,705]
shadow-title: Τὸ Θέατρον Σκιῶν [480,547,605,561]
col-snow [656,60,1165,314]
lazaris-p1: Κάποιο μέρα στὴν ἐδαφικὴ πεδιάδα ἀπλώνει ἡ θάλασσα τῆς Εὐβοίας, στὸ παλαιὸ χωριὸ τῆς Ἁγίας Μαρίνας, ἔνας νεαρὸς ζωγράφος ἀνέβαινε τὸ ἀρχαῖο μονοπάτι πρὸς τὸ μοναστήρι. Ἐκεῖ συναντᾶ τὸν Ἀγιογράφο. Τὸν κοιτάζει ποὺ δουλεύει πάνω στοὺς τοίχους. [656,487,904,555]
col-crossword-clues [443,1716,642,2095]
